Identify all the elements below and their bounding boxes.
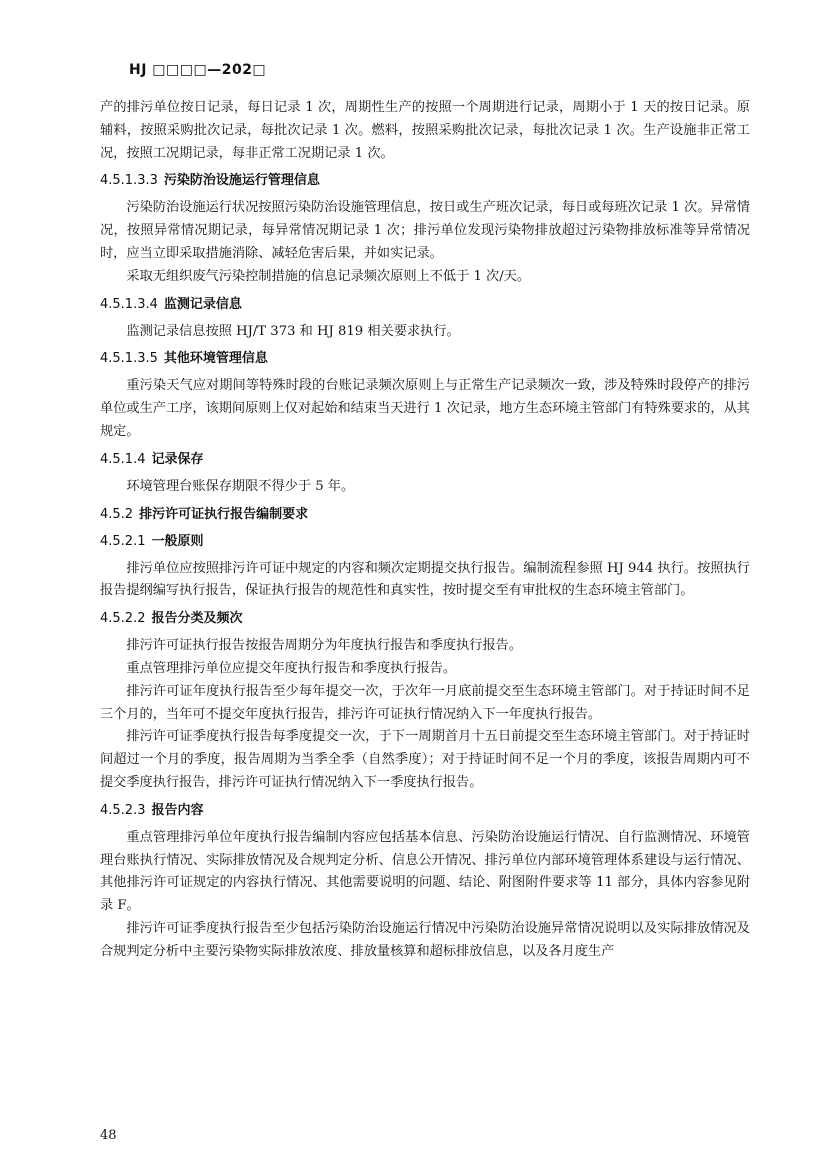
document-header-code: HJ □□□□—202□ [129,62,267,78]
section-heading [100,531,750,553]
page-number: 48 [100,1128,117,1143]
document-body [100,97,750,964]
body-paragraph: 排污单位应按照排污许可证中规定的内容和频次定期提交执行报告。编制流程参照 HJ 944 执行。按照执行报告提纲编写执行报告，保证执行报告的规范性和真实性，按时提交至有审批权的生态环境主管部门。 [100,560,750,599]
section-number: 4.5.1.3.4 [100,296,158,312]
section-title: 报告内容 [151,802,204,818]
section-number: 4.5.2.3 [100,802,146,818]
body-paragraph: 重点管理排污单位年度执行报告编制内容应包括基本信息、污染防治设施运行情况、自行监测情况、环境管理台账执行情况、实际排放情况及合规判定分析、信息公开情况、排污单位内部环境管理体系建设与运行情况、其他排污许可证规定的内容执行情况、其他需要说明的问题、结论、附图附件要求等 11 部分，具体内容参见附录 F。 [100,829,750,914]
body-paragraph: 产的排污单位按日记录，每日记录 1 次，周期性生产的按照一个周期进行记录，周期小于 1 天的按日记录。原辅料，按照采购批次记录，每批次记录 1 次。燃料，按照采购批次记录，每批次记录 1 次。生产设施非正常工况，按照工况期记录，每非正常工况期记录 1 次。 [100,100,750,161]
section-number: 4.5.2.2 [100,611,146,627]
section-number: 4.5.2 [100,506,134,522]
section-title: 排污许可证执行报告编制要求 [139,506,309,522]
section-heading [100,348,750,370]
section-title: 其他环境管理信息 [163,351,268,367]
section-heading [100,800,750,822]
section-number: 4.5.1.3.3 [100,173,158,189]
body-paragraph: 环境管理台账保存期限不得少于 5 年。 [126,478,355,494]
section-title: 记录保存 [151,451,204,467]
section-title: 污染防治设施运行管理信息 [163,173,320,189]
section-title: 一般原则 [151,533,204,549]
body-paragraph: 排污许可证执行报告按报告周期分为年度执行报告和季度执行报告。 [126,638,523,654]
section-heading [100,449,750,471]
section-heading [100,170,750,192]
body-paragraph: 排污许可证季度执行报告至少包括污染防治设施运行情况中污染防治设施异常情况说明以及实际排放情况及合规判定分析中主要污染物实际排放浓度、排放量核算和超标排放信息，以及各月度生产 [100,920,750,959]
section-number: 4.5.2.1 [100,533,146,549]
body-paragraph: 重点管理排污单位应提交年度执行报告和季度执行报告。 [126,660,457,676]
section-number: 4.5.1.4 [100,451,146,467]
body-paragraph: 采取无组织废气污染控制措施的信息记录频次原则上不低于 1 次/天。 [126,268,531,284]
body-paragraph: 监测记录信息按照 HJ/T 373 和 HJ 819 相关要求执行。 [126,323,460,339]
body-paragraph: 排污许可证季度执行报告每季度提交一次，于下一周期首月十五日前提交至生态环境主管部门。对于持证时间超过一个月的季度，报告周期为当季全季（自然季度）；对于持证时间不足一个月的季度，该报告周期内可不提交季度执行报告，排污许可证执行情况纳入下一季度执行报告。 [100,729,750,790]
body-paragraph: 排污许可证年度执行报告至少每年提交一次，于次年一月底前提交至生态环境主管部门。对于持证时间不足三个月的，当年可不提交年度执行报告，排污许可证执行情况纳入下一年度执行报告。 [100,683,750,722]
section-heading [100,294,750,316]
body-paragraph: 污染防治设施运行状况按照污染防治设施管理信息，按日或生产班次记录，每日或每班次记录 1 次。异常情况，按照异常情况期记录，每异常情况期记录 1 次；排污单位发现污染物排放超过污染物排放标准等异常情况时，应当立即采取措施消除、减轻危害后果，并如实记录。 [100,200,750,261]
section-title: 监测记录信息 [163,296,242,312]
section-heading [100,504,750,526]
section-title: 报告分类及频次 [151,611,243,627]
section-number: 4.5.1.3.5 [100,351,158,367]
body-paragraph: 重污染天气应对期间等特殊时段的台账记录频次原则上与正常生产记录频次一致，涉及特殊时段停产的排污单位或生产工序，该期间原则上仅对起始和结束当天进行 1 次记录，地方生态环境主管部门有特殊要求的，从其规定。 [100,378,750,439]
section-heading [100,608,750,630]
